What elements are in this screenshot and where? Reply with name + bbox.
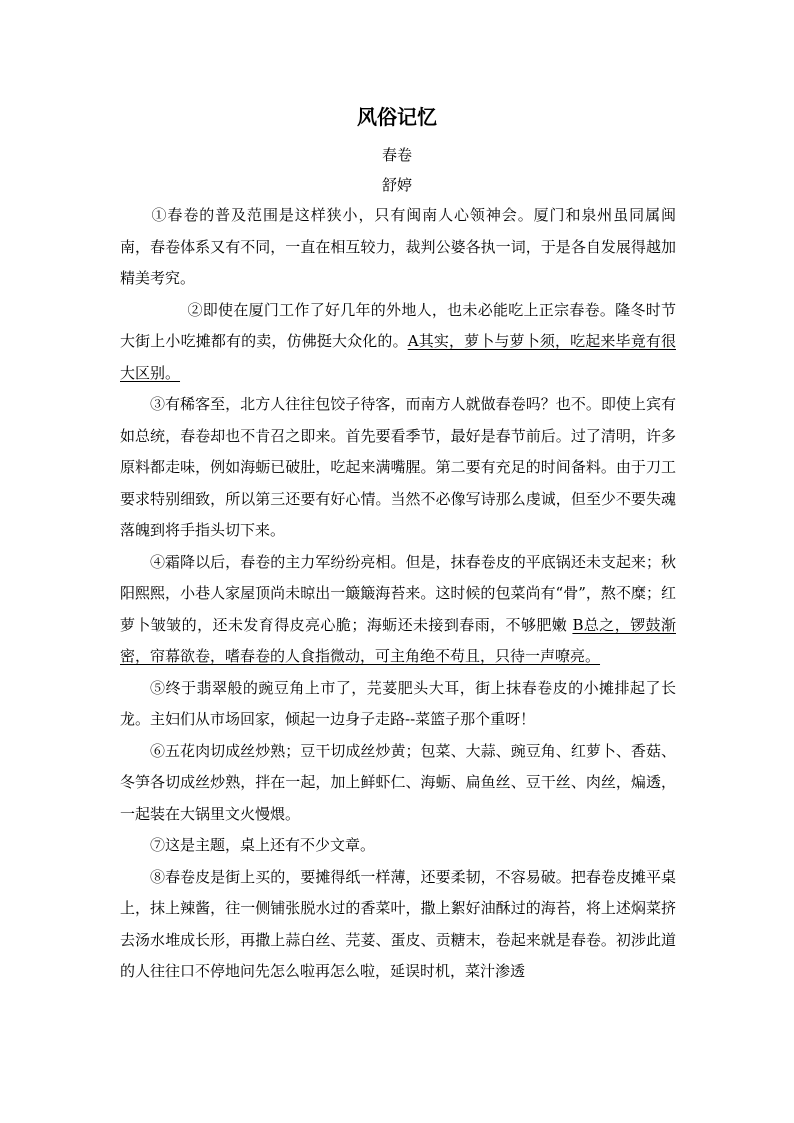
paragraph-text: ⑦这是主题，桌上还有不少文章。: [150, 836, 376, 854]
paragraph-text: ⑤终于翡翠般的豌豆角上市了，芫荽肥头大耳，街上抹春卷皮的小摊排起了长龙。主妇们从市场回家，倾起一边身子走路--菜篮子那个重呀！: [120, 678, 676, 728]
paragraph-3: [120, 389, 676, 547]
paragraph-text: ⑥五花肉切成丝炒熟；豆干切成丝炒黄；包菜、大蒜、豌豆角、红萝卜、香菇、冬笋各切成丝炒熟，拌在一起，加上鲜虾仁、海蛎、扁鱼丝、豆干丝、肉丝，煸透，一起装在大锅里文火慢煨。: [120, 741, 676, 823]
paragraph-text: ⑧春卷皮是街上买的，要摊得纸一样薄，还要柔韧，不容易破。把春卷皮摊平桌上，抹上辣酱，往一侧铺张脱水过的香菜叶，撒上絮好油酥过的海苔，将上述焖菜挤去汤水堆成长形，再撒上蒜白丝、芫荽、蛋皮、贡糖末，卷起来就是春卷。初涉此道的人往往口不停地问先怎么啦再怎么啦，延误时机，菜汁渗透: [120, 867, 676, 980]
paragraph-text: ③有稀客至，北方人往往包饺子待客，而南方人就做春卷吗？也不。即使上宾有如总统，春卷却也不肯召之即来。首先要看季节，最好是春节前后。过了清明，许多原料都走味，例如海蛎已破肚，吃起来满嘴腥。第二要有充足的时间备料。由于刀工要求特别细致，所以第三还要有好心情。当然不必像写诗那么虔诚，但至少不要失魂落魄到将手指头切下来。: [120, 395, 676, 539]
paragraph-text: ②即使在厦门工作了好几年的外地人，也未必能吃上正宗春卷。隆冬时节大街上小吃摊都有的卖，仿佛挺大众化的。: [120, 300, 676, 350]
document-subtitle: 春卷: [381, 146, 412, 164]
paragraph-4: [120, 547, 676, 673]
paragraph-1: [120, 200, 676, 295]
underlined-sentence-b: B总之，锣鼓渐密，帘幕欲卷，嗜春卷的人食指微动，可主角绝不苟且，只待一声嘹亮。: [120, 615, 676, 665]
paragraph-5: [120, 673, 676, 736]
document-title: 风俗记忆: [357, 105, 437, 129]
paragraph-text: ④霜降以后，春卷的主力军纷纷亮相。但是，抹春卷皮的平底锅还未支起来；秋阳熙熙，小巷人家屋顶尚未晾出一簸簸海苔来。这时候的包菜尚有“骨”，熬不糜；红萝卜皱皱的，还未发育得皮亮心脆；海蛎还未接到春雨，不够肥嫩: [120, 552, 676, 634]
underlined-sentence-a: A其实，萝卜与萝卜须，吃起来毕竟有很大区别。: [120, 332, 676, 382]
paragraph-6: [120, 736, 676, 831]
paragraph-8: [120, 862, 676, 988]
paragraph-2: [120, 295, 676, 390]
document-body: [120, 200, 676, 988]
paragraph-7: [120, 830, 676, 862]
paragraph-text: ①春卷的普及范围是这样狭小，只有闽南人心领神会。厦门和泉州虽同属闽南，春卷体系又有不同，一直在相互较力，裁判公婆各执一词，于是各自发展得越加精美考究。: [120, 206, 676, 287]
document-author: 舒婷: [381, 176, 412, 194]
